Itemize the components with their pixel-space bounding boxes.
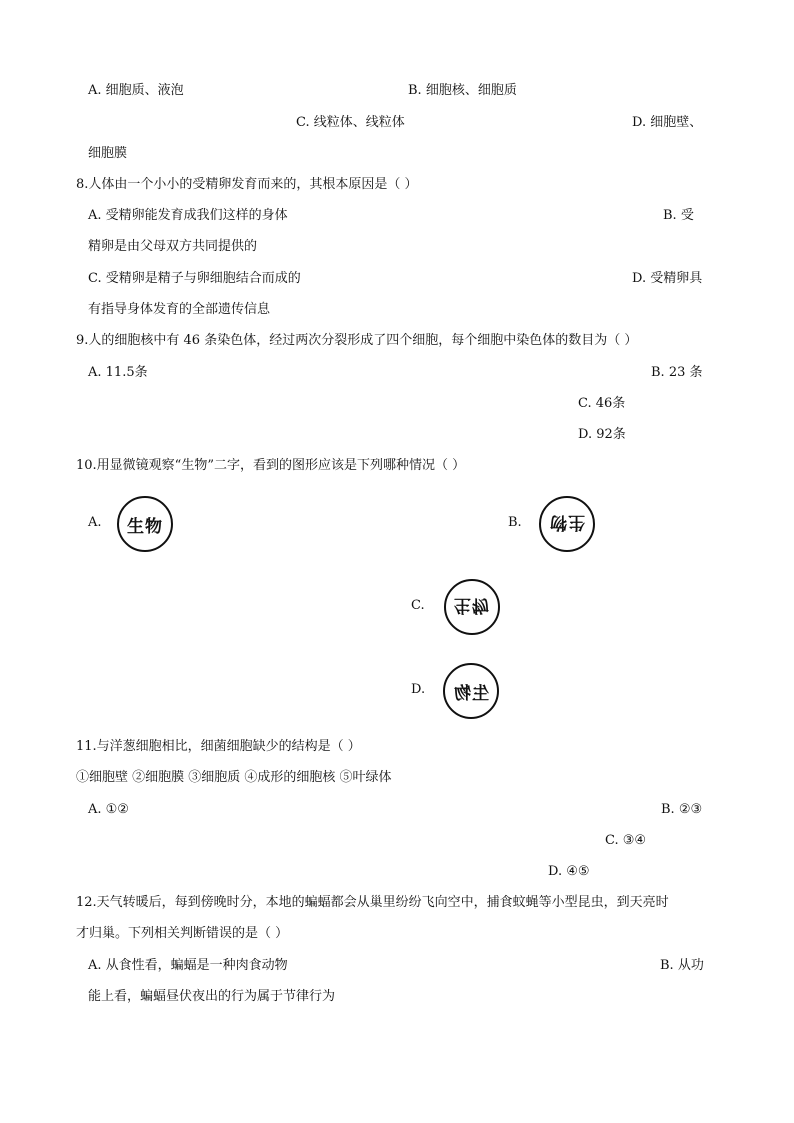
q10-option-b-label: B.	[508, 515, 522, 530]
q9-option-a: A. 11.5条	[88, 365, 148, 380]
q9-option-b: B. 23 条	[651, 365, 703, 380]
q10-option-b-image	[539, 496, 595, 552]
q8-option-c: C. 受精卵是精子与卵细胞结合而成的	[88, 271, 301, 286]
q10-option-a-text: 生物	[127, 516, 163, 537]
q8-option-b: B. 受	[663, 208, 694, 223]
q8-option-b-continued: 精卵是由父母双方共同提供的	[88, 239, 258, 254]
q12-option-b: B. 从功	[660, 958, 704, 973]
q10-option-b-text: 生物	[549, 511, 585, 532]
q10-option-c-label: C.	[411, 598, 425, 613]
q10-option-d-label: D.	[411, 682, 426, 697]
q12-option-b-continued: 能上看，蝙蝠昼伏夜出的行为属于节律行为	[88, 989, 336, 1004]
q11-option-b: B. ②③	[661, 802, 703, 817]
q11-option-c: C. ③④	[605, 833, 647, 848]
q12-stem-line1: 12.天气转暖后，每到傍晚时分，本地的蝙蝠都会从巢里纷纷飞向空中，捕食蚊蝇等小型昆虫，到天亮时	[76, 895, 669, 910]
q7-option-a: A. 细胞质、液泡	[88, 83, 184, 98]
q10-option-a-image	[117, 496, 173, 552]
q7-option-d-continued: 细胞膜	[88, 146, 128, 161]
q7-option-b: B. 细胞核、细胞质	[408, 83, 517, 98]
q9-stem: 9.人的细胞核中有 46 条染色体，经过两次分裂形成了四个细胞，每个细胞中染色体的数目为（ ）	[76, 333, 638, 348]
q9-option-c: C. 46条	[578, 396, 626, 411]
q11-option-a: A. ①②	[88, 802, 129, 817]
q11-option-d: D. ④⑤	[548, 864, 590, 879]
q8-option-d-continued: 有指导身体发育的全部遗传信息	[88, 302, 271, 317]
q7-option-d: D. 细胞壁、	[632, 115, 703, 130]
q10-option-d-text: 生物	[453, 683, 489, 704]
q10-option-a-label: A.	[88, 515, 102, 530]
q9-option-d: D. 92条	[578, 427, 626, 442]
q11-items: ①细胞壁 ②细胞膜 ③细胞质 ④成形的细胞核 ⑤叶绿体	[76, 770, 392, 785]
q11-stem: 11.与洋葱细胞相比，细菌细胞缺少的结构是（ ）	[76, 739, 361, 754]
q7-option-c: C. 线粒体、线粒体	[296, 115, 405, 130]
q10-stem: 10.用显微镜观察“生物”二字，看到的图形应该是下列哪种情况（ ）	[76, 458, 466, 473]
q8-stem: 8.人体由一个小小的受精卵发育而来的，其根本原因是（ ）	[76, 177, 418, 192]
q10-option-c-image	[444, 579, 500, 635]
q8-option-a: A. 受精卵能发育成我们这样的身体	[88, 208, 288, 223]
q10-option-d-image	[443, 663, 499, 719]
q10-option-c-text: 生物	[454, 594, 490, 615]
q8-option-d: D. 受精卵具	[632, 271, 703, 286]
q12-option-a: A. 从食性看，蝙蝠是一种肉食动物	[88, 958, 288, 973]
q12-stem-line2: 才归巢。下列相关判断错误的是（ ）	[76, 926, 289, 941]
